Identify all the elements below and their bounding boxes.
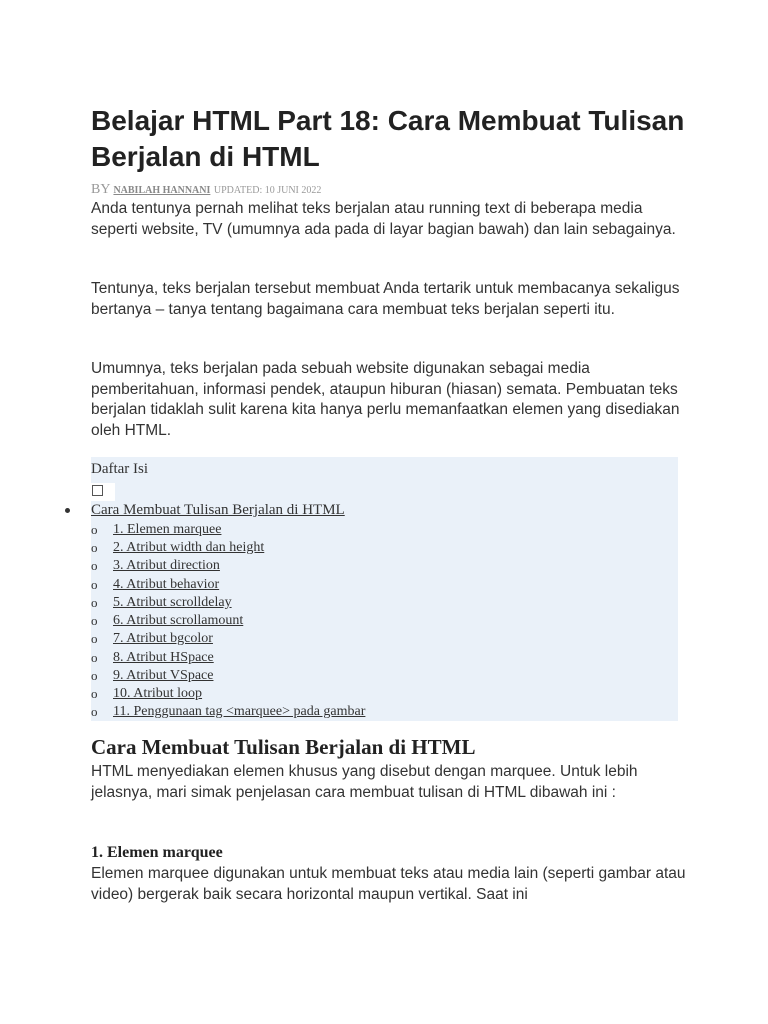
toc-link-main[interactable]: Cara Membuat Tulisan Berjalan di HTML xyxy=(91,502,345,518)
intro-paragraph-1: Anda tentunya pernah melihat teks berjalan atau running text di beberapa media seperti website, TV (umumnya ada pada di layar bagian bawah) dan lain sebagainya. xyxy=(91,200,676,238)
circle-bullet-icon: o xyxy=(91,650,98,665)
circle-bullet-icon: o xyxy=(91,613,98,628)
circle-bullet-icon: o xyxy=(91,522,98,537)
article-title: Belajar HTML Part 18: Cara Membuat Tulisan Berjalan di HTML xyxy=(91,105,685,172)
toc-main-item xyxy=(91,502,345,519)
toc-toggle-checkbox[interactable] xyxy=(91,483,115,501)
toc-link-4[interactable]: 4. Atribut behavior xyxy=(113,577,220,592)
toc-link-9[interactable]: 9. Atribut VSpace xyxy=(113,668,214,683)
byline-by-label: BY xyxy=(91,182,110,197)
toc-link-3[interactable]: 3. Atribut direction xyxy=(113,558,220,573)
section-intro-paragraph: HTML menyediakan elemen khusus yang disebut dengan marquee. Untuk lebih jelasnya, mari simak penjelasan cara membuat tulisan di HTML dibawah ini : xyxy=(91,763,638,801)
toc-link-8[interactable]: 8. Atribut HSpace xyxy=(113,650,214,665)
subsection-heading: 1. Elemen marquee xyxy=(91,844,223,861)
toc-link-11[interactable]: 11. Penggunaan tag <marquee> pada gambar xyxy=(113,704,366,719)
circle-bullet-icon: o xyxy=(91,540,98,555)
intro-paragraph-2: Tentunya, teks berjalan tersebut membuat Anda tertarik untuk membacanya sekaligus bertanya – tanya tentang bagaimana cara membuat teks berjalan seperti itu. xyxy=(91,280,680,318)
circle-bullet-icon: o xyxy=(91,558,98,573)
author-link[interactable]: NABILAH HANNANI xyxy=(113,185,211,196)
byline xyxy=(91,182,321,198)
intro-paragraph-3: Umumnya, teks berjalan pada sebuah website digunakan sebagai media pemberitahuan, informasi pendek, ataupun hiburan (hiasan) semata. Pembuatan teks berjalan tidaklah sulit karena kita hanya perlu memanfaatkan elemen yang disediakan oleh HTML. xyxy=(91,360,680,439)
toc-link-7[interactable]: 7. Atribut bgcolor xyxy=(113,631,213,646)
toc-link-5[interactable]: 5. Atribut scrolldelay xyxy=(113,595,232,610)
updated-date: UPDATED: 10 JUNI 2022 xyxy=(213,185,322,196)
table-of-contents xyxy=(91,457,678,721)
checkbox-icon xyxy=(92,485,103,496)
circle-bullet-icon: o xyxy=(91,577,98,592)
circle-bullet-icon: o xyxy=(91,631,98,646)
circle-bullet-icon: o xyxy=(91,686,98,701)
toc-title: Daftar Isi xyxy=(91,461,149,477)
toc-link-6[interactable]: 6. Atribut scrollamount xyxy=(113,613,244,628)
section-body-paragraph: Elemen marquee digunakan untuk membuat teks atau media lain (seperti gambar atau video) bergerak baik secara horizontal maupun vertikal. Saat ini xyxy=(91,865,686,903)
toc-link-2[interactable]: 2. Atribut width dan height xyxy=(113,540,265,555)
circle-bullet-icon: o xyxy=(91,668,98,683)
section-heading: Cara Membuat Tulisan Berjalan di HTML xyxy=(91,735,476,759)
toc-link-1[interactable]: 1. Elemen marquee xyxy=(113,522,222,537)
toc-link-10[interactable]: 10. Atribut loop xyxy=(113,686,203,701)
bullet-icon xyxy=(65,508,70,513)
circle-bullet-icon: o xyxy=(91,704,98,719)
circle-bullet-icon: o xyxy=(91,595,98,610)
